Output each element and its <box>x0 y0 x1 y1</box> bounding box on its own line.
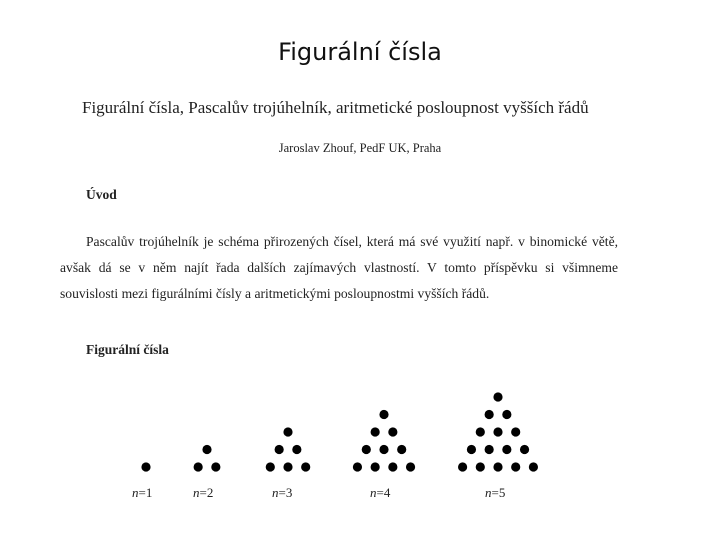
triangle-n5 <box>458 392 538 471</box>
dot <box>458 462 467 471</box>
dot <box>379 410 388 419</box>
label-value: =3 <box>278 485 293 500</box>
dot <box>275 445 284 454</box>
dot <box>388 427 397 436</box>
triangle-n2 <box>194 445 221 472</box>
dot <box>283 462 292 471</box>
triangle-label-n2 <box>193 485 213 501</box>
dot <box>292 445 301 454</box>
dot <box>353 462 362 471</box>
dot <box>397 445 406 454</box>
dot <box>529 462 538 471</box>
label-value: =2 <box>199 485 214 500</box>
label-variable: n <box>370 485 377 500</box>
triangle-label-n1 <box>132 485 152 501</box>
figural-heading: Figurální čísla <box>86 342 169 357</box>
dot <box>485 410 494 419</box>
dot <box>202 445 211 454</box>
dot <box>520 445 529 454</box>
triangle-n4 <box>353 410 415 472</box>
label-value: =4 <box>376 485 391 500</box>
dot <box>141 462 150 471</box>
label-value: =1 <box>138 485 153 500</box>
triangle-label-n4 <box>370 485 390 501</box>
triangle-label-n5 <box>485 485 505 501</box>
dot <box>476 427 485 436</box>
dot <box>211 462 220 471</box>
dot <box>493 392 502 401</box>
dot <box>476 462 485 471</box>
dot <box>388 462 397 471</box>
intro-heading: Úvod <box>86 187 117 202</box>
document-title: Figurální čísla, Pascalův trojúhelník, aritmetické posloupnost vyšších řádů <box>82 98 589 117</box>
label-value: =5 <box>491 485 506 500</box>
document-author: Jaroslav Zhouf, PedF UK, Praha <box>278 141 442 155</box>
slide-title: Figurální čísla <box>278 38 442 66</box>
dot <box>511 462 520 471</box>
dot <box>406 462 415 471</box>
dot <box>467 445 476 454</box>
triangle-label-n3 <box>272 485 292 501</box>
dot <box>301 462 310 471</box>
dot <box>371 427 380 436</box>
dot <box>493 462 502 471</box>
triangle-n1 <box>141 462 150 471</box>
dot <box>493 427 502 436</box>
dot <box>362 445 371 454</box>
dot <box>511 427 520 436</box>
label-variable: n <box>272 485 279 500</box>
label-variable: n <box>193 485 200 500</box>
dot <box>371 462 380 471</box>
dot <box>379 445 388 454</box>
intro-paragraph-text: Pascalův trojúhelník je schéma přirozených čísel, která má své využití např. v binomické větě, avšak dá se v něm najít řada dalších zajímavých vlastností. V tomto příspěvku si všimneme souvislosti mezi figurálními čísly a aritmetickými posloupnostmi vyšších řádů. <box>60 234 618 301</box>
dot <box>502 410 511 419</box>
triangle-n3 <box>266 427 311 471</box>
dot <box>502 445 511 454</box>
label-variable: n <box>485 485 492 500</box>
dot <box>266 462 275 471</box>
dot <box>283 427 292 436</box>
dot <box>194 462 203 471</box>
label-variable: n <box>132 485 139 500</box>
dot <box>485 445 494 454</box>
